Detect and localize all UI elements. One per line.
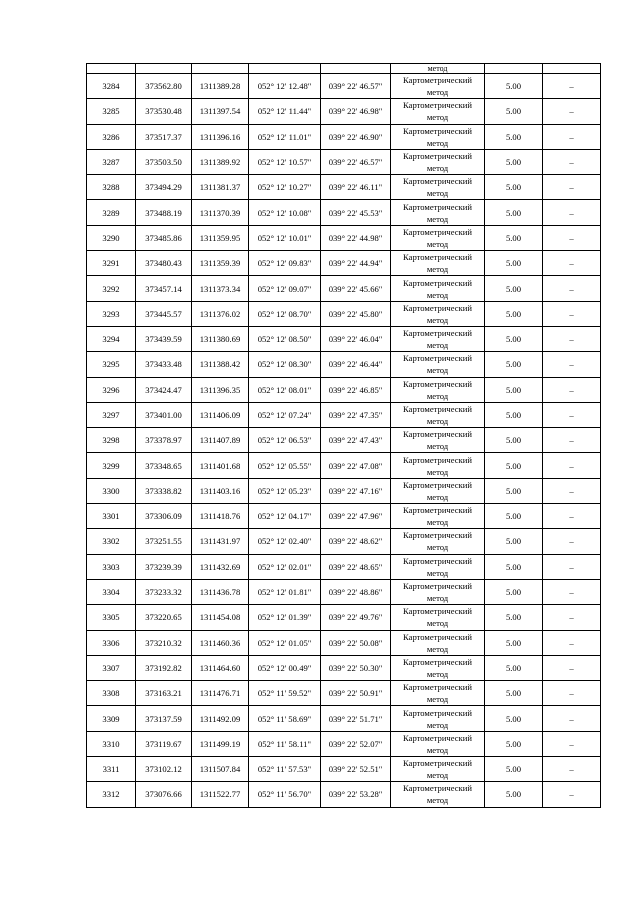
cell-longitude: 039° 22' 52.51" xyxy=(321,757,391,782)
cell-point-number: 3297 xyxy=(87,402,136,427)
cell-method: Картометрический метод xyxy=(391,453,485,478)
cell-longitude: 039° 22' 52.07" xyxy=(321,731,391,756)
coordinates-table xyxy=(86,63,601,808)
cell-y-coordinate: 1311359.39 xyxy=(192,251,249,276)
cell-latitude: 052° 12' 08.50" xyxy=(249,326,321,351)
cell-longitude: 039° 22' 49.76" xyxy=(321,605,391,630)
cell-latitude: 052° 12' 09.83" xyxy=(249,251,321,276)
cell-y-coordinate: 1311370.39 xyxy=(192,200,249,225)
cell-longitude: 039° 22' 44.94" xyxy=(321,251,391,276)
cell-note: – xyxy=(543,478,601,503)
cell-note: – xyxy=(543,225,601,250)
cell-y-coordinate: 1311376.02 xyxy=(192,301,249,326)
cell-point-number: 3294 xyxy=(87,326,136,351)
cell-empty xyxy=(249,64,321,74)
cell-latitude: 052° 12' 00.49" xyxy=(249,655,321,680)
table-row xyxy=(87,377,601,402)
cell-y-coordinate: 1311380.69 xyxy=(192,326,249,351)
cell-latitude: 052° 12' 01.05" xyxy=(249,630,321,655)
cell-point-number: 3293 xyxy=(87,301,136,326)
cell-x-coordinate: 373192.82 xyxy=(136,655,192,680)
cell-accuracy: 5.00 xyxy=(485,504,543,529)
cell-method: Картометрический метод xyxy=(391,200,485,225)
cell-point-number: 3287 xyxy=(87,149,136,174)
cell-note: – xyxy=(543,554,601,579)
cell-longitude: 039° 22' 46.57" xyxy=(321,74,391,99)
cell-longitude: 039° 22' 46.11" xyxy=(321,175,391,200)
cell-y-coordinate: 1311373.34 xyxy=(192,276,249,301)
cell-note: – xyxy=(543,579,601,604)
cell-y-coordinate: 1311381.37 xyxy=(192,175,249,200)
table-row xyxy=(87,579,601,604)
cell-accuracy: 5.00 xyxy=(485,301,543,326)
cell-y-coordinate: 1311396.35 xyxy=(192,377,249,402)
table-row xyxy=(87,453,601,478)
cell-latitude: 052° 12' 05.23" xyxy=(249,478,321,503)
cell-accuracy: 5.00 xyxy=(485,579,543,604)
cell-x-coordinate: 373119.67 xyxy=(136,731,192,756)
cell-point-number: 3311 xyxy=(87,757,136,782)
cell-latitude: 052° 12' 01.81" xyxy=(249,579,321,604)
table-row xyxy=(87,74,601,99)
cell-point-number: 3301 xyxy=(87,504,136,529)
cell-x-coordinate: 373488.19 xyxy=(136,200,192,225)
cell-method: Картометрический метод xyxy=(391,276,485,301)
table-row xyxy=(87,251,601,276)
cell-note: – xyxy=(543,352,601,377)
cell-accuracy: 5.00 xyxy=(485,731,543,756)
cell-accuracy: 5.00 xyxy=(485,74,543,99)
cell-note: – xyxy=(543,630,601,655)
cell-point-number: 3300 xyxy=(87,478,136,503)
cell-y-coordinate: 1311401.68 xyxy=(192,453,249,478)
table-row xyxy=(87,352,601,377)
cell-method: Картометрический метод xyxy=(391,605,485,630)
cell-accuracy: 5.00 xyxy=(485,225,543,250)
cell-y-coordinate: 1311432.69 xyxy=(192,554,249,579)
cell-method: Картометрический метод xyxy=(391,428,485,453)
cell-accuracy: 5.00 xyxy=(485,681,543,706)
cell-empty xyxy=(321,64,391,74)
cell-note: – xyxy=(543,529,601,554)
cell-x-coordinate: 373503.50 xyxy=(136,149,192,174)
cell-note: – xyxy=(543,504,601,529)
cell-latitude: 052° 11' 56.70" xyxy=(249,782,321,807)
cell-y-coordinate: 1311464.60 xyxy=(192,655,249,680)
cell-latitude: 052° 11' 59.52" xyxy=(249,681,321,706)
cell-note: – xyxy=(543,276,601,301)
cell-point-number: 3288 xyxy=(87,175,136,200)
cell-longitude: 039° 22' 44.98" xyxy=(321,225,391,250)
cell-x-coordinate: 373076.66 xyxy=(136,782,192,807)
cell-longitude: 039° 22' 46.57" xyxy=(321,149,391,174)
cell-accuracy: 5.00 xyxy=(485,757,543,782)
cell-x-coordinate: 373348.65 xyxy=(136,453,192,478)
cell-point-number: 3296 xyxy=(87,377,136,402)
cell-point-number: 3295 xyxy=(87,352,136,377)
cell-method: Картометрический метод xyxy=(391,175,485,200)
cell-accuracy: 5.00 xyxy=(485,453,543,478)
cell-y-coordinate: 1311476.71 xyxy=(192,681,249,706)
cell-x-coordinate: 373480.43 xyxy=(136,251,192,276)
cell-method: Картометрический метод xyxy=(391,225,485,250)
cell-x-coordinate: 373338.82 xyxy=(136,478,192,503)
cell-x-coordinate: 373378.97 xyxy=(136,428,192,453)
cell-y-coordinate: 1311431.97 xyxy=(192,529,249,554)
cell-latitude: 052° 11' 58.11" xyxy=(249,731,321,756)
cell-accuracy: 5.00 xyxy=(485,326,543,351)
cell-note: – xyxy=(543,681,601,706)
cell-accuracy: 5.00 xyxy=(485,276,543,301)
cell-note: – xyxy=(543,326,601,351)
cell-y-coordinate: 1311507.84 xyxy=(192,757,249,782)
cell-y-coordinate: 1311436.78 xyxy=(192,579,249,604)
cell-y-coordinate: 1311359.95 xyxy=(192,225,249,250)
cell-x-coordinate: 373439.59 xyxy=(136,326,192,351)
cell-y-coordinate: 1311406.09 xyxy=(192,402,249,427)
cell-method: Картометрический метод xyxy=(391,124,485,149)
cell-point-number: 3299 xyxy=(87,453,136,478)
table-row xyxy=(87,706,601,731)
cell-x-coordinate: 373457.14 xyxy=(136,276,192,301)
cell-y-coordinate: 1311388.42 xyxy=(192,352,249,377)
table-row xyxy=(87,782,601,807)
cell-longitude: 039° 22' 47.16" xyxy=(321,478,391,503)
cell-longitude: 039° 22' 48.62" xyxy=(321,529,391,554)
cell-note: – xyxy=(543,301,601,326)
cell-empty xyxy=(87,64,136,74)
cell-accuracy: 5.00 xyxy=(485,428,543,453)
cell-method: Картометрический метод xyxy=(391,630,485,655)
cell-point-number: 3289 xyxy=(87,200,136,225)
cell-note: – xyxy=(543,251,601,276)
cell-y-coordinate: 1311418.76 xyxy=(192,504,249,529)
cell-method: Картометрический метод xyxy=(391,731,485,756)
cell-accuracy: 5.00 xyxy=(485,124,543,149)
table-row xyxy=(87,681,601,706)
cell-note: – xyxy=(543,74,601,99)
cell-accuracy: 5.00 xyxy=(485,529,543,554)
cell-x-coordinate: 373163.21 xyxy=(136,681,192,706)
cell-accuracy: 5.00 xyxy=(485,99,543,124)
cell-accuracy: 5.00 xyxy=(485,200,543,225)
cell-point-number: 3312 xyxy=(87,782,136,807)
cell-method: Картометрический метод xyxy=(391,149,485,174)
cell-x-coordinate: 373424.47 xyxy=(136,377,192,402)
cell-point-number: 3310 xyxy=(87,731,136,756)
cell-y-coordinate: 1311396.16 xyxy=(192,124,249,149)
cell-y-coordinate: 1311454.08 xyxy=(192,605,249,630)
cell-latitude: 052° 12' 04.17" xyxy=(249,504,321,529)
cell-note: – xyxy=(543,605,601,630)
cell-latitude: 052° 12' 10.57" xyxy=(249,149,321,174)
cell-note: – xyxy=(543,655,601,680)
table-row xyxy=(87,200,601,225)
cell-accuracy: 5.00 xyxy=(485,655,543,680)
cell-latitude: 052° 12' 05.55" xyxy=(249,453,321,478)
table-row xyxy=(87,149,601,174)
table-row xyxy=(87,605,601,630)
cell-x-coordinate: 373220.65 xyxy=(136,605,192,630)
cell-accuracy: 5.00 xyxy=(485,175,543,200)
cell-method: Картометрический метод xyxy=(391,301,485,326)
cell-empty xyxy=(192,64,249,74)
cell-accuracy: 5.00 xyxy=(485,402,543,427)
cell-method: Картометрический метод xyxy=(391,326,485,351)
table-body xyxy=(87,64,601,808)
cell-accuracy: 5.00 xyxy=(485,352,543,377)
cell-y-coordinate: 1311403.16 xyxy=(192,478,249,503)
cell-note: – xyxy=(543,706,601,731)
cell-y-coordinate: 1311397.54 xyxy=(192,99,249,124)
table-row xyxy=(87,402,601,427)
cell-point-number: 3302 xyxy=(87,529,136,554)
cell-latitude: 052° 11' 58.69" xyxy=(249,706,321,731)
cell-latitude: 052° 11' 57.53" xyxy=(249,757,321,782)
cell-latitude: 052° 12' 09.07" xyxy=(249,276,321,301)
cell-x-coordinate: 373494.29 xyxy=(136,175,192,200)
cell-longitude: 039° 22' 48.86" xyxy=(321,579,391,604)
cell-method: Картометрический метод xyxy=(391,352,485,377)
cell-x-coordinate: 373102.12 xyxy=(136,757,192,782)
cell-point-number: 3309 xyxy=(87,706,136,731)
cell-point-number: 3306 xyxy=(87,630,136,655)
cell-longitude: 039° 22' 47.96" xyxy=(321,504,391,529)
cell-method: Картометрический метод xyxy=(391,554,485,579)
cell-method: Картометрический метод xyxy=(391,655,485,680)
cell-method: Картометрический метод xyxy=(391,782,485,807)
cell-point-number: 3308 xyxy=(87,681,136,706)
cell-y-coordinate: 1311499.19 xyxy=(192,731,249,756)
cell-longitude: 039° 22' 50.91" xyxy=(321,681,391,706)
cell-method: Картометрический метод xyxy=(391,478,485,503)
cell-accuracy: 5.00 xyxy=(485,377,543,402)
cell-method: Картометрический метод xyxy=(391,529,485,554)
cell-point-number: 3292 xyxy=(87,276,136,301)
cell-longitude: 039° 22' 46.98" xyxy=(321,99,391,124)
cell-latitude: 052° 12' 08.30" xyxy=(249,352,321,377)
cell-latitude: 052° 12' 08.70" xyxy=(249,301,321,326)
cell-latitude: 052° 12' 10.27" xyxy=(249,175,321,200)
cell-latitude: 052° 12' 11.44" xyxy=(249,99,321,124)
cell-note: – xyxy=(543,149,601,174)
table-row xyxy=(87,301,601,326)
cell-longitude: 039° 22' 51.71" xyxy=(321,706,391,731)
table-row-continuation xyxy=(87,64,601,74)
cell-note: – xyxy=(543,175,601,200)
cell-longitude: 039° 22' 45.80" xyxy=(321,301,391,326)
cell-method: Картометрический метод xyxy=(391,504,485,529)
cell-latitude: 052° 12' 10.08" xyxy=(249,200,321,225)
cell-y-coordinate: 1311389.92 xyxy=(192,149,249,174)
cell-point-number: 3305 xyxy=(87,605,136,630)
table-row xyxy=(87,731,601,756)
cell-latitude: 052° 12' 06.53" xyxy=(249,428,321,453)
cell-point-number: 3290 xyxy=(87,225,136,250)
table-row xyxy=(87,757,601,782)
table-row xyxy=(87,504,601,529)
table-row xyxy=(87,276,601,301)
cell-point-number: 3285 xyxy=(87,99,136,124)
cell-longitude: 039° 22' 46.85" xyxy=(321,377,391,402)
cell-method-fragment: метод xyxy=(391,64,485,74)
cell-method: Картометрический метод xyxy=(391,706,485,731)
table-row xyxy=(87,326,601,351)
cell-method: Картометрический метод xyxy=(391,251,485,276)
cell-empty xyxy=(136,64,192,74)
cell-longitude: 039° 22' 46.44" xyxy=(321,352,391,377)
cell-x-coordinate: 373251.55 xyxy=(136,529,192,554)
cell-latitude: 052° 12' 02.01" xyxy=(249,554,321,579)
cell-longitude: 039° 22' 50.30" xyxy=(321,655,391,680)
cell-accuracy: 5.00 xyxy=(485,251,543,276)
cell-y-coordinate: 1311492.09 xyxy=(192,706,249,731)
cell-point-number: 3304 xyxy=(87,579,136,604)
cell-accuracy: 5.00 xyxy=(485,605,543,630)
cell-note: – xyxy=(543,453,601,478)
table-row xyxy=(87,225,601,250)
cell-y-coordinate: 1311407.89 xyxy=(192,428,249,453)
cell-note: – xyxy=(543,200,601,225)
cell-x-coordinate: 373137.59 xyxy=(136,706,192,731)
cell-note: – xyxy=(543,99,601,124)
table-row xyxy=(87,124,601,149)
cell-x-coordinate: 373401.00 xyxy=(136,402,192,427)
cell-accuracy: 5.00 xyxy=(485,782,543,807)
cell-note: – xyxy=(543,428,601,453)
cell-longitude: 039° 22' 53.28" xyxy=(321,782,391,807)
cell-y-coordinate: 1311460.36 xyxy=(192,630,249,655)
table-row xyxy=(87,529,601,554)
cell-longitude: 039° 22' 45.66" xyxy=(321,276,391,301)
cell-point-number: 3286 xyxy=(87,124,136,149)
cell-x-coordinate: 373485.86 xyxy=(136,225,192,250)
cell-longitude: 039° 22' 50.08" xyxy=(321,630,391,655)
cell-note: – xyxy=(543,731,601,756)
cell-empty xyxy=(485,64,543,74)
cell-note: – xyxy=(543,402,601,427)
cell-longitude: 039° 22' 46.04" xyxy=(321,326,391,351)
cell-note: – xyxy=(543,377,601,402)
cell-point-number: 3303 xyxy=(87,554,136,579)
cell-note: – xyxy=(543,782,601,807)
cell-method: Картометрический метод xyxy=(391,99,485,124)
cell-method: Картометрический метод xyxy=(391,681,485,706)
cell-point-number: 3284 xyxy=(87,74,136,99)
cell-x-coordinate: 373433.48 xyxy=(136,352,192,377)
cell-latitude: 052° 12' 10.01" xyxy=(249,225,321,250)
cell-accuracy: 5.00 xyxy=(485,149,543,174)
cell-x-coordinate: 373233.32 xyxy=(136,579,192,604)
cell-longitude: 039° 22' 45.53" xyxy=(321,200,391,225)
cell-method: Картометрический метод xyxy=(391,757,485,782)
table-row xyxy=(87,99,601,124)
table-row xyxy=(87,630,601,655)
cell-x-coordinate: 373210.32 xyxy=(136,630,192,655)
cell-accuracy: 5.00 xyxy=(485,554,543,579)
cell-point-number: 3307 xyxy=(87,655,136,680)
cell-accuracy: 5.00 xyxy=(485,630,543,655)
table-row xyxy=(87,655,601,680)
cell-longitude: 039° 22' 47.43" xyxy=(321,428,391,453)
table-row xyxy=(87,554,601,579)
cell-latitude: 052° 12' 12.48" xyxy=(249,74,321,99)
cell-latitude: 052° 12' 11.01" xyxy=(249,124,321,149)
cell-x-coordinate: 373530.48 xyxy=(136,99,192,124)
cell-y-coordinate: 1311389.28 xyxy=(192,74,249,99)
cell-longitude: 039° 22' 46.90" xyxy=(321,124,391,149)
table-row xyxy=(87,428,601,453)
cell-method: Картометрический метод xyxy=(391,377,485,402)
cell-x-coordinate: 373562.80 xyxy=(136,74,192,99)
cell-method: Картометрический метод xyxy=(391,74,485,99)
cell-x-coordinate: 373445.57 xyxy=(136,301,192,326)
cell-longitude: 039° 22' 47.35" xyxy=(321,402,391,427)
cell-x-coordinate: 373306.09 xyxy=(136,504,192,529)
cell-note: – xyxy=(543,124,601,149)
cell-longitude: 039° 22' 48.65" xyxy=(321,554,391,579)
cell-accuracy: 5.00 xyxy=(485,478,543,503)
cell-latitude: 052° 12' 02.40" xyxy=(249,529,321,554)
cell-y-coordinate: 1311522.77 xyxy=(192,782,249,807)
cell-note: – xyxy=(543,757,601,782)
cell-method: Картометрический метод xyxy=(391,402,485,427)
cell-method: Картометрический метод xyxy=(391,579,485,604)
cell-x-coordinate: 373239.39 xyxy=(136,554,192,579)
cell-latitude: 052° 12' 01.39" xyxy=(249,605,321,630)
cell-accuracy: 5.00 xyxy=(485,706,543,731)
cell-point-number: 3298 xyxy=(87,428,136,453)
cell-x-coordinate: 373517.37 xyxy=(136,124,192,149)
cell-latitude: 052° 12' 07.24" xyxy=(249,402,321,427)
cell-longitude: 039° 22' 47.08" xyxy=(321,453,391,478)
table-row xyxy=(87,478,601,503)
cell-latitude: 052° 12' 08.01" xyxy=(249,377,321,402)
cell-point-number: 3291 xyxy=(87,251,136,276)
table-row xyxy=(87,175,601,200)
cell-empty xyxy=(543,64,601,74)
